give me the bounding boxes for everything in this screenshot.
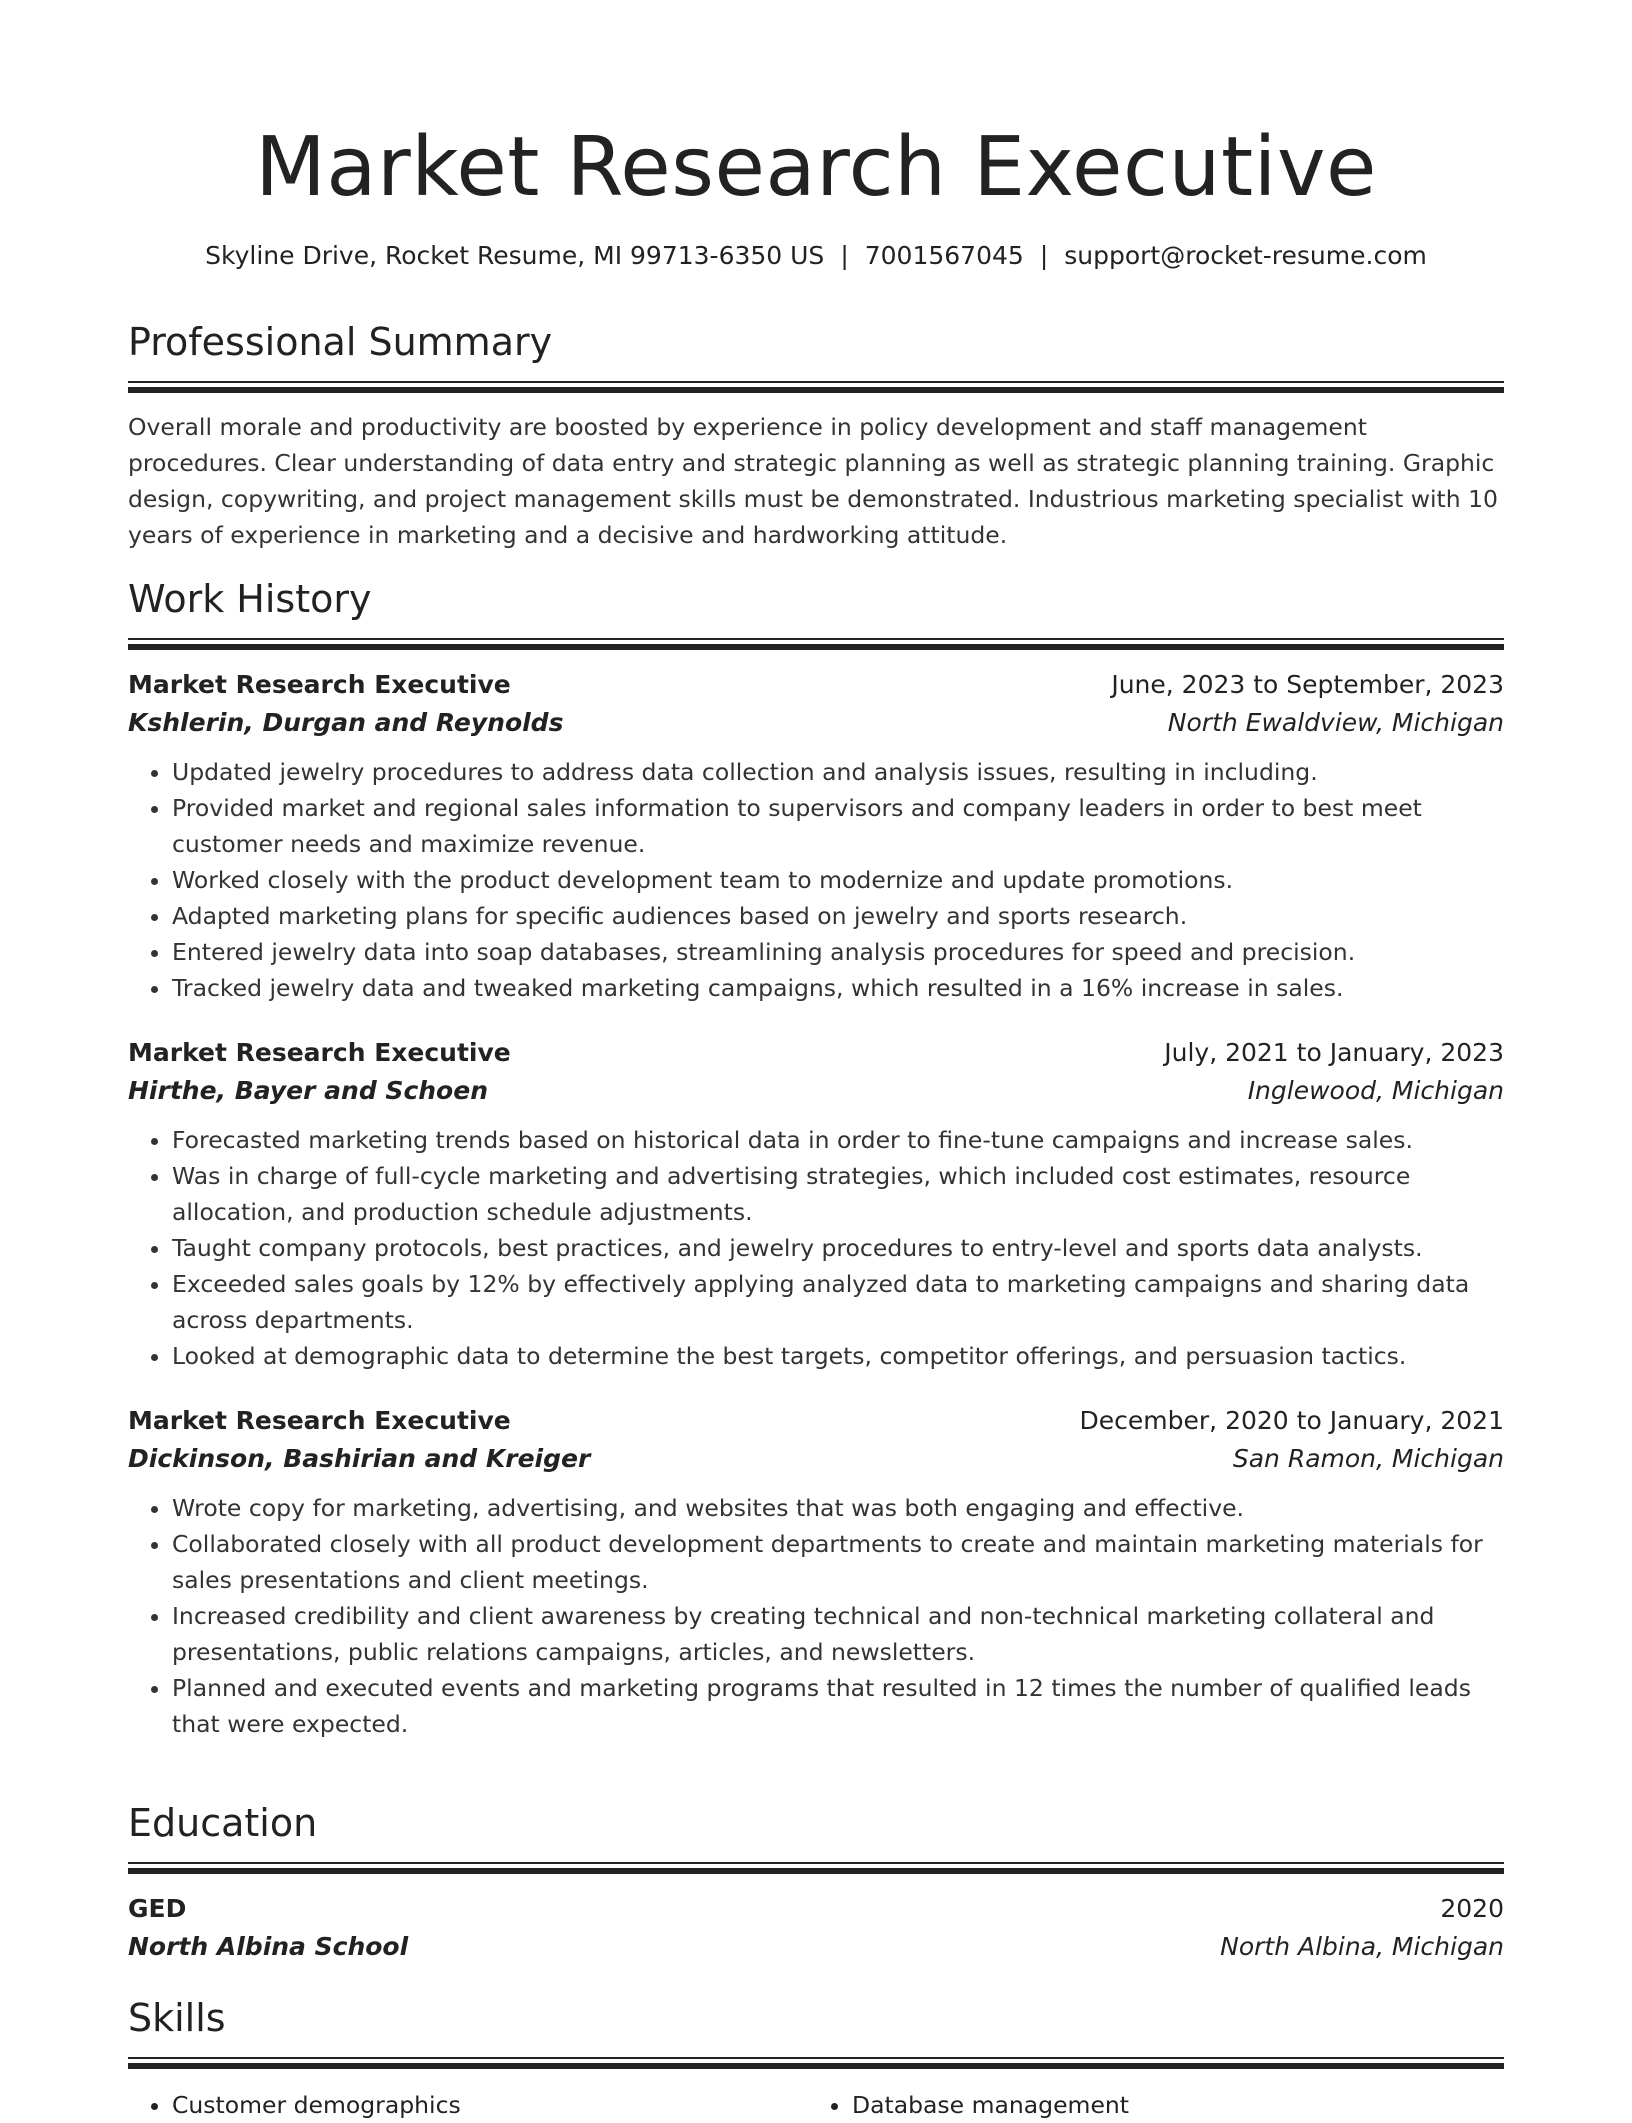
education-header-row [128, 1890, 1504, 1928]
section-divider [128, 381, 1504, 393]
separator: | [840, 241, 849, 270]
job-dates: June, 2023 to September, 2023 [1111, 670, 1504, 699]
education-school-row [128, 1928, 1504, 1966]
list-item: • Looked at demographic data to determine the best targets, competitor offerings, and persuasion tactics. [172, 1338, 1504, 1374]
job-company: Kshlerin, Durgan and Reynolds [128, 708, 564, 737]
school-name: North Albina School [128, 1932, 409, 1961]
summary-section [128, 317, 1504, 553]
job-company-row [128, 1072, 1504, 1110]
job-bullets [128, 1122, 1504, 1374]
job-entry [128, 1402, 1504, 1742]
list-item: • Increased credibility and client awareness by creating technical and non-technical marketing collateral and presentations, public relations campaigns, articles, and newsletters. [172, 1598, 1504, 1670]
graduation-year: 2020 [1440, 1894, 1504, 1923]
job-dates: December, 2020 to January, 2021 [1079, 1406, 1504, 1435]
list-item: • Updated jewelry procedures to address data collection and analysis issues, resulting in including. [172, 754, 1504, 790]
list-item: • Customer demographics [172, 2087, 808, 2123]
list-item: • Forecasted marketing trends based on historical data in order to fine-tune campaigns and increase sales. [172, 1122, 1504, 1158]
list-item: • Taught company protocols, best practices, and jewelry procedures to entry-level and sports data analysts. [172, 1230, 1504, 1266]
job-entry [128, 666, 1504, 1006]
job-bullets [128, 1490, 1504, 1742]
job-bullets [128, 754, 1504, 1006]
job-dates: July, 2021 to January, 2023 [1164, 1038, 1504, 1067]
job-company: Dickinson, Bashirian and Kreiger [128, 1444, 591, 1473]
section-divider [128, 2057, 1504, 2069]
skills-grid [128, 2087, 1504, 2123]
skills-column-right [808, 2087, 1488, 2123]
list-item: • Database management [852, 2087, 1488, 2123]
job-location: San Ramon, Michigan [1232, 1444, 1504, 1473]
job-company: Hirthe, Bayer and Schoen [128, 1076, 488, 1105]
section-heading: Skills [128, 1996, 226, 2040]
list-item: • Exceeded sales goals by 12% by effectively applying analyzed data to marketing campaigns and sharing data across departments. [172, 1266, 1504, 1338]
school-location: North Albina, Michigan [1220, 1932, 1504, 1961]
job-company-row [128, 1440, 1504, 1478]
job-entry [128, 1034, 1504, 1374]
list-item: • Wrote copy for marketing, advertising, and websites that was both engaging and effective. [172, 1490, 1504, 1526]
list-item: • Worked closely with the product development team to modernize and update promotions. [172, 862, 1504, 898]
phone: 7001567045 [864, 241, 1024, 270]
list-item: • Adapted marketing plans for specific audiences based on jewelry and sports research. [172, 898, 1504, 934]
section-heading: Work History [128, 577, 372, 621]
list-item: • Planned and executed events and marketing programs that resulted in 12 times the number of qualified leads that were expected. [172, 1670, 1504, 1742]
skills-section [128, 1993, 1504, 2123]
address: Skyline Drive, Rocket Resume, MI 99713-6350 US [205, 241, 825, 270]
job-title: Market Research Executive [128, 1038, 511, 1067]
section-divider [128, 1862, 1504, 1874]
job-header-row [128, 1034, 1504, 1072]
list-item: • Provided market and regional sales information to supervisors and company leaders in order to best meet customer needs and maximize revenue. [172, 790, 1504, 862]
summary-text: Overall morale and productivity are boosted by experience in policy development and staff management procedures. Clear understanding of data entry and strategic planning as well as strategic planning training. Graphic design, copywriting, and project management skills must be demonstrated. Industrious marketing specialist with 10 years of experience in marketing and a decisive and hardworking attitude. [128, 413, 1498, 549]
list-item: • Was in charge of full-cycle marketing and advertising strategies, which included cost estimates, resource allocation, and production schedule adjustments. [172, 1158, 1504, 1230]
list-item: • Tracked jewelry data and tweaked marketing campaigns, which resulted in a 16% increase in sales. [172, 970, 1504, 1006]
job-title: Market Research Executive [128, 670, 511, 699]
degree: GED [128, 1894, 187, 1923]
list-item: • Entered jewelry data into soap databases, streamlining analysis procedures for speed and precision. [172, 934, 1504, 970]
education-section [128, 1798, 1504, 1966]
job-location: North Ewaldview, Michigan [1167, 708, 1504, 737]
education-entry [128, 1890, 1504, 1966]
section-heading: Professional Summary [128, 320, 553, 364]
job-company-row [128, 704, 1504, 742]
job-location: Inglewood, Michigan [1247, 1076, 1504, 1105]
resume-title: Market Research Executive [255, 120, 1377, 215]
section-heading: Education [128, 1801, 318, 1845]
email-link[interactable]: support@rocket-resume.com [1064, 241, 1427, 270]
section-divider [128, 638, 1504, 650]
work-history-section [128, 574, 1504, 1742]
job-header-row [128, 666, 1504, 704]
job-title: Market Research Executive [128, 1406, 511, 1435]
skills-column-left [128, 2087, 808, 2123]
separator: | [1039, 241, 1049, 270]
list-item: • Collaborated closely with all product development departments to create and maintain marketing materials for sales presentations and client meetings. [172, 1526, 1504, 1598]
contact-line [128, 238, 1504, 274]
job-header-row [128, 1402, 1504, 1440]
